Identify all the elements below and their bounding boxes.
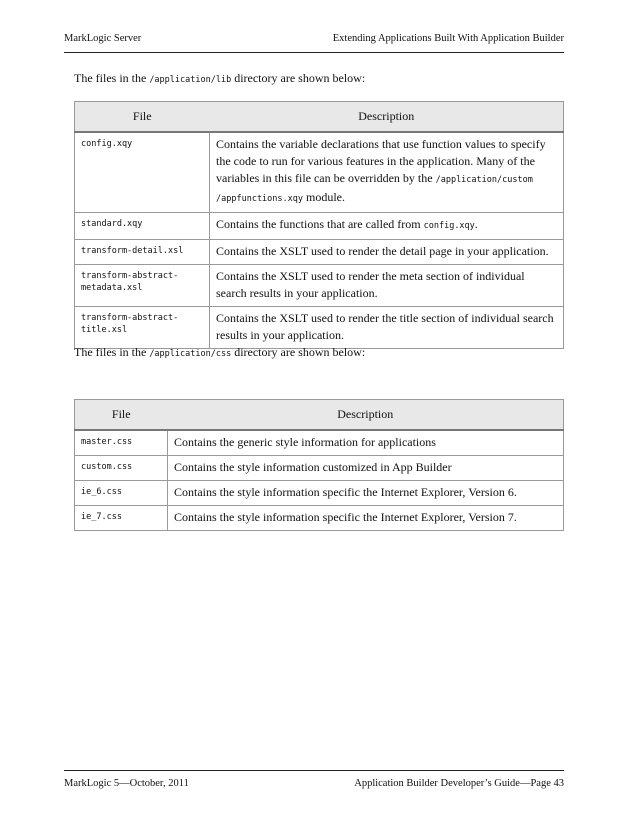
footer-edition: MarkLogic 5—October, 2011 [64, 778, 189, 789]
file-name-cell: ie_6.css [75, 481, 168, 506]
table-row [75, 506, 564, 531]
css-intro-text-after: directory are shown below: [231, 345, 366, 359]
description-text: Contains the functions that are called from [216, 217, 424, 231]
file-name-cell: config.xqy [75, 132, 210, 213]
inline-code: config.xqy [423, 221, 475, 231]
file-name-cell: master.css [75, 430, 168, 456]
css-intro [74, 345, 365, 360]
css-intro-path: /application/css [149, 349, 232, 359]
lib-intro-path: /application/lib [149, 75, 232, 85]
description-text: . [474, 217, 478, 231]
file-description-cell [210, 265, 564, 307]
file-name-cell: ie_7.css [75, 506, 168, 531]
table-row [75, 456, 564, 481]
table-row [75, 430, 564, 456]
table-row [75, 265, 564, 307]
file-description-cell [168, 430, 564, 456]
css-table-body [75, 430, 564, 531]
file-description-cell [168, 481, 564, 506]
header-product: MarkLogic Server [64, 33, 142, 44]
description-text: Contains the XSLT used to render the title section of individual search results in your application. [216, 311, 554, 342]
lib-files-table [74, 101, 564, 349]
file-name-cell: transform-detail.xsl [75, 240, 210, 265]
description-text: Contains the style information customized in App Builder [174, 460, 452, 474]
lib-intro-text-after: directory are shown below: [231, 71, 366, 85]
file-description-cell [210, 240, 564, 265]
header-rule [64, 52, 564, 53]
description-text: Contains the style information specific the Internet Explorer, Version 7. [174, 510, 517, 524]
file-name-cell: transform-abstract-metadata.xsl [75, 265, 210, 307]
description-text: Contains the style information specific the Internet Explorer, Version 6. [174, 485, 517, 499]
table-row [75, 307, 564, 349]
table-row [75, 132, 564, 213]
css-col-desc-header: Description [168, 400, 564, 431]
lib-intro [74, 71, 365, 86]
description-text: Contains the XSLT used to render the detail page in your application. [216, 244, 549, 258]
lib-col-desc-header: Description [210, 102, 564, 133]
css-col-file-header: File [75, 400, 168, 431]
table-row [75, 240, 564, 265]
footer-rule [64, 770, 564, 771]
file-description-cell [210, 213, 564, 240]
file-description-cell [168, 506, 564, 531]
description-text: Contains the variable declarations that use function values to specify the code to run for various features in the application. Many of the variables in this file can be overridden by the [216, 137, 546, 185]
file-name-cell: custom.css [75, 456, 168, 481]
file-name-cell: transform-abstract-title.xsl [75, 307, 210, 349]
description-text: Contains the generic style information for applications [174, 435, 436, 449]
description-text: module. [303, 190, 345, 204]
description-text: Contains the XSLT used to render the meta section of individual search results in your application. [216, 269, 525, 300]
file-description-cell [210, 307, 564, 349]
lib-table-body [75, 132, 564, 349]
file-description-cell [168, 456, 564, 481]
css-intro-text-before: The files in the [74, 345, 150, 359]
header-chapter: Extending Applications Built With Application Builder [332, 33, 564, 44]
page-header [64, 33, 564, 44]
css-files-table [74, 399, 564, 531]
inline-code: /application/custom /appfunctions.xqy [216, 175, 533, 204]
file-description-cell [210, 132, 564, 213]
file-name-cell: standard.xqy [75, 213, 210, 240]
table-row [75, 213, 564, 240]
lib-col-file-header: File [75, 102, 210, 133]
lib-intro-text-before: The files in the [74, 71, 150, 85]
table-row [75, 481, 564, 506]
page-footer [64, 778, 564, 789]
footer-guide-page: Application Builder Developer’s Guide—Page 43 [354, 778, 564, 789]
